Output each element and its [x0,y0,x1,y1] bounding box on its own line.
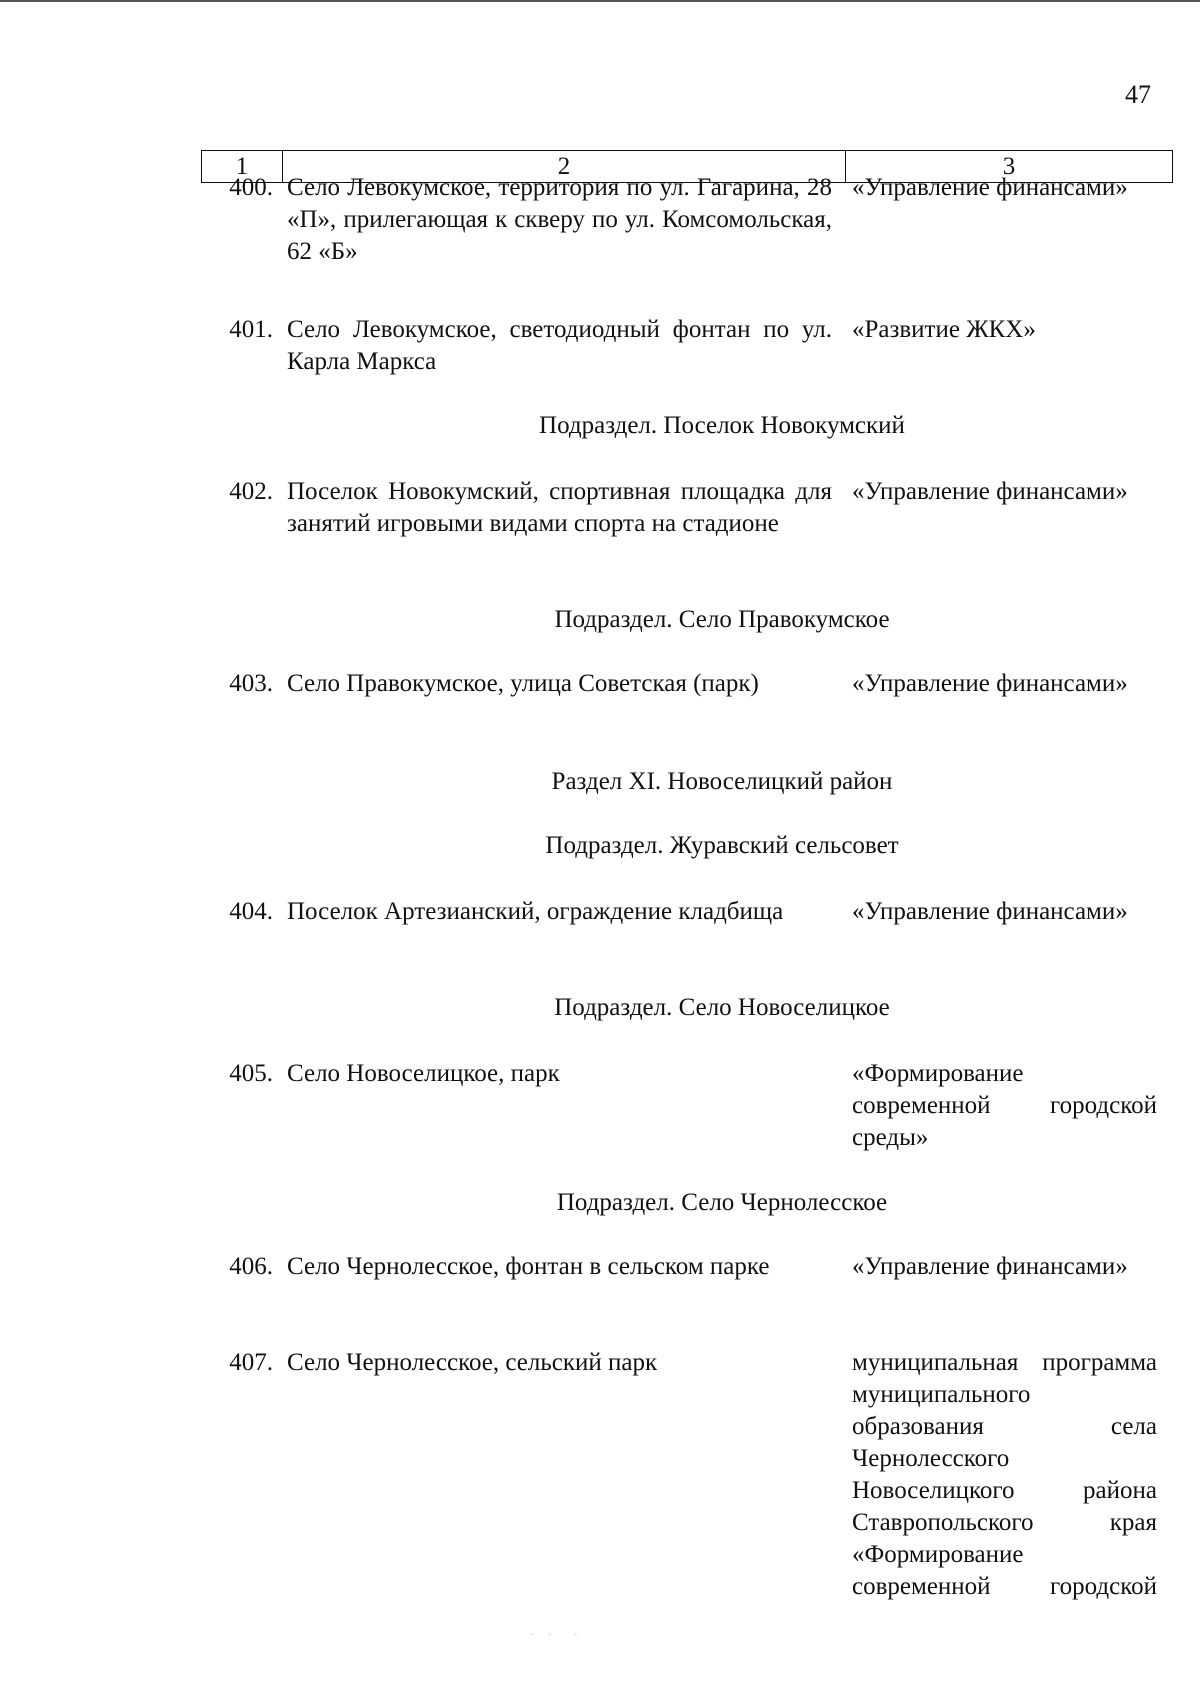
row-program: «Управление финансами» [852,174,1128,201]
row-program: «Управление финансами» [852,898,1128,925]
row-program: муниципальная программа муниципального образования села Чернолесского Новоселицкого района Ставропольского края «Формирование современной городской [852,1349,1157,1600]
row-number: 400. [229,174,273,201]
page-number: 47 [1125,80,1151,109]
row-description: Поселок Новокумский, спортивная площадка для занятий игровыми видами спорта на стадионе [287,478,832,537]
column-header-2: 2 [283,151,846,182]
section-heading: Подраздел. Село Правокумское [554,606,890,633]
row-program: «Формирование современной городской среды» [852,1060,1157,1151]
row-description: Село Чернолесское, фонтан в сельском парке [287,1253,770,1280]
scan-artifact: · · · [530,1630,584,1641]
row-description: Село Чернолесское, сельский парк [287,1349,658,1376]
section-heading: Подраздел. Поселок Новокумский [539,412,905,439]
row-number: 402. [229,478,273,505]
section-heading: Подраздел. Село Новоселицкое [554,994,890,1021]
row-program: «Управление финансами» [852,1253,1128,1280]
row-number: 406. [229,1253,273,1280]
row-number: 404. [229,898,273,925]
top-rule [0,0,1200,2]
row-number: 407. [229,1349,273,1376]
row-description: Село Левокумское, светодиодный фонтан по ул. Карла Маркса [287,316,832,375]
row-number: 403. [229,670,273,697]
row-number: 401. [229,316,273,343]
row-description: Поселок Артезианский, ограждение кладбища [287,898,784,925]
row-program: «Управление финансами» [852,670,1128,697]
column-header-1: 1 [202,151,283,182]
row-description: Село Левокумское, территория по ул. Гагарина, 28 «П», прилегающая к скверу по ул. Комсомольская, 62 «Б» [287,174,832,265]
column-header-3: 3 [1002,152,1016,180]
row-program: «Развитие ЖКХ» [852,316,1036,343]
section-heading: Подраздел. Село Чернолесское [556,1189,888,1216]
row-description: Село Новоселицкое, парк [287,1060,560,1087]
row-program: «Управление финансами» [852,478,1128,505]
row-description: Село Правокумское, улица Советская (парк) [287,670,759,697]
row-number: 405. [229,1060,273,1087]
section-heading: Подраздел. Журавский сельсовет [545,832,899,859]
section-heading: Раздел XI. Новоселицкий район [551,768,893,795]
